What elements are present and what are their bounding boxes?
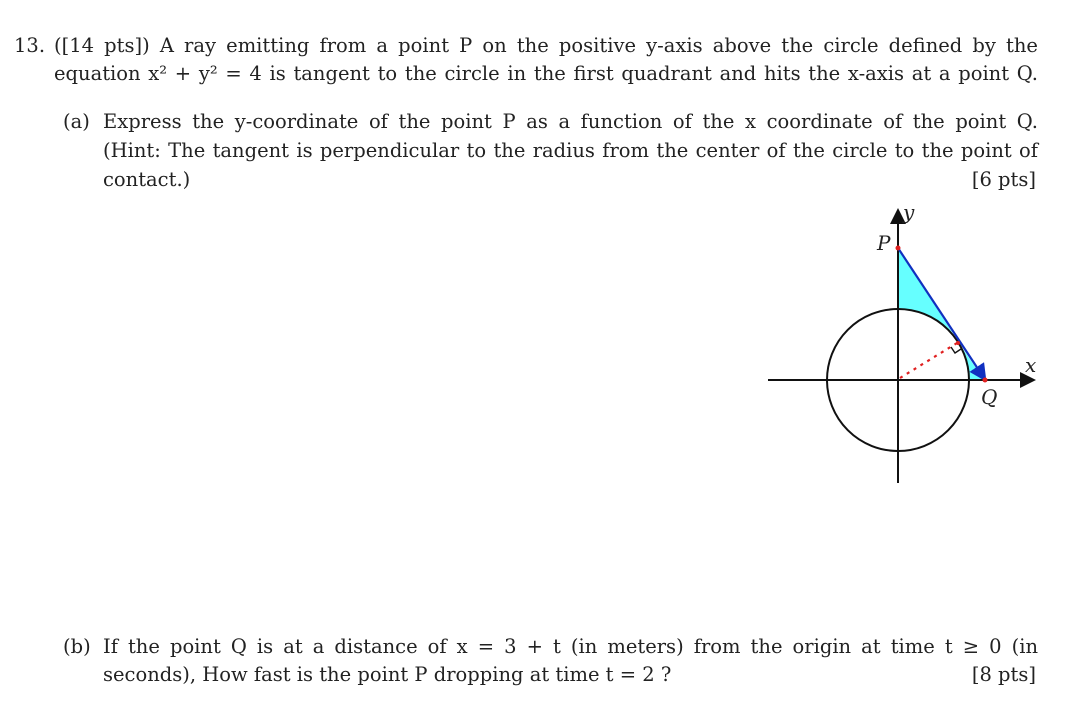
part-a-label: (a) <box>63 110 90 133</box>
problem-points: ([14 pts]) <box>54 34 150 57</box>
part-a-line-1: Express the y-coordinate of the point P as a function of the x coordinate of the point Q. <box>103 110 1038 133</box>
part-b-label: (b) <box>63 635 91 658</box>
tangent-ray <box>898 248 984 378</box>
part-b-points: [8 pts] <box>971 663 1036 686</box>
problem-text-1: A ray emitting from a point P on the positive y-axis above the circle defined by the <box>159 34 1038 57</box>
radius-line <box>900 343 957 378</box>
problem-number: 13. <box>14 34 46 57</box>
tangent-point <box>956 341 960 345</box>
point-q <box>983 378 988 383</box>
part-a-points: [6 pts] <box>971 168 1036 191</box>
label-x: x <box>1025 353 1037 377</box>
part-a-line-3: contact.) <box>103 168 191 191</box>
problem-statement-line-2: equation x² + y² = 4 is tangent to the circle in the first quadrant and hits the x-axis at a point Q. <box>54 62 1038 85</box>
label-y: y <box>903 200 915 224</box>
part-b-line-1: If the point Q is at a distance of x = 3 + t (in meters) from the origin at time t ≥ 0 (in <box>103 635 1038 658</box>
point-p <box>896 246 901 251</box>
label-p: P <box>877 231 891 255</box>
part-a-line-2: (Hint: The tangent is perpendicular to the radius from the center of the circle to the point of <box>103 139 1038 162</box>
label-q: Q <box>981 385 998 409</box>
right-angle-marker <box>951 347 961 353</box>
part-b-line-2: seconds), How fast is the point P dropping at time t = 2 ? <box>103 663 672 686</box>
